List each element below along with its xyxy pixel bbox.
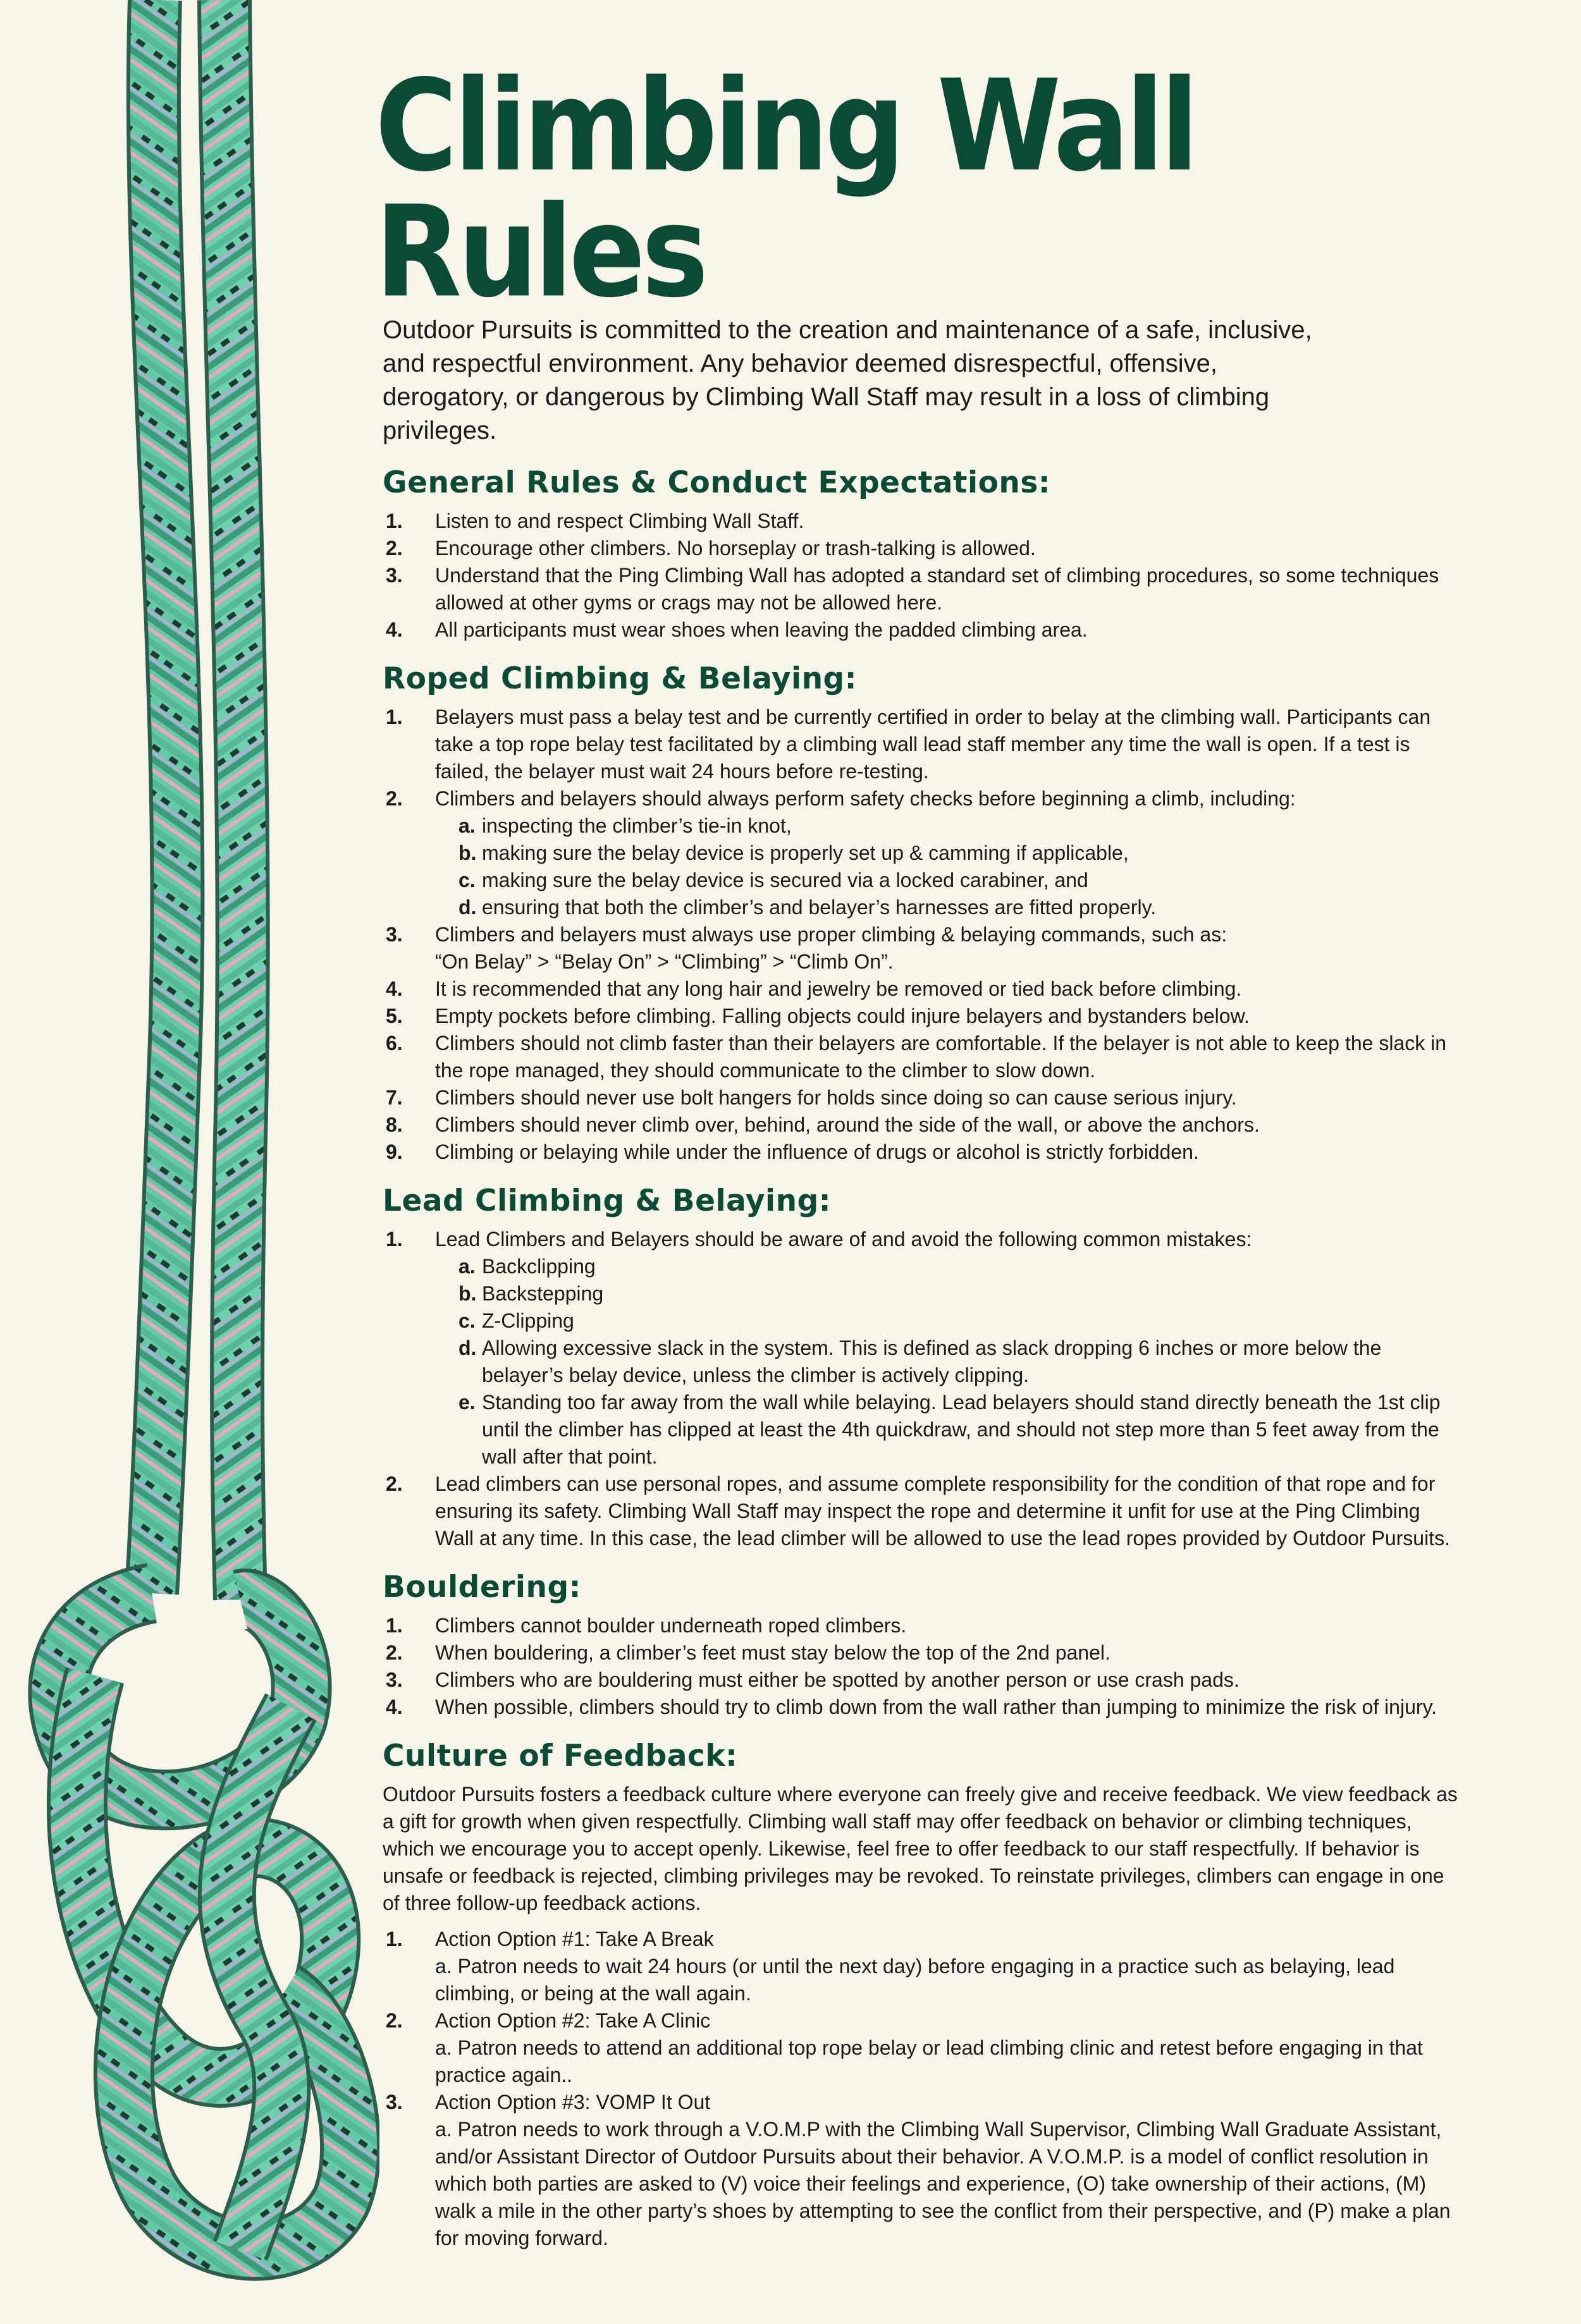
list-item xyxy=(383,1612,1458,1639)
list-item xyxy=(383,1003,1458,1030)
general-rules-heading: General Rules & Conduct Expectations: xyxy=(383,465,1051,500)
sub-item-text: making sure the belay device is properly set up & camming if applicable, xyxy=(482,841,1129,864)
list-item xyxy=(383,1926,1458,2007)
sub-item-text: making sure the belay device is secured via a locked carabiner, and xyxy=(482,869,1088,891)
item-text: Climbers should never climb over, behind, around the side of the wall, or above the anchors. xyxy=(435,1113,1260,1136)
lead-climbing-section xyxy=(383,1183,1458,1552)
option-description: a. Patron needs to work through a V.O.M.P with the Climbing Wall Supervisor, Climbing Wall Graduate Assistant, and/or Assistant Director of Outdoor Pursuits about their behavior. A V.O.M.P. is a model of conflict resolution in which both parties are asked to (V) voice their feelings and experience, (O) take ownership of their actions, (M) walk a mile in the other party’s shoes by attempting to see the conflict from their perspective, and (P) make a plan for moving forward. xyxy=(435,2118,1451,2249)
sub-item-text: Backstepping xyxy=(482,1282,604,1305)
feedback-section xyxy=(383,1739,1458,2252)
item-number: 1. xyxy=(386,1614,403,1637)
list-item xyxy=(383,2007,1458,2089)
item-text: Encourage other climbers. No horseplay or trash-talking is allowed. xyxy=(435,537,1036,560)
sub-item-text: Backclipping xyxy=(482,1255,596,1278)
sub-item-letter: a. xyxy=(458,814,476,837)
item-number: 2. xyxy=(386,537,403,560)
roped-climbing-section xyxy=(383,661,1458,1166)
sub-list-item xyxy=(458,1280,1458,1307)
sub-item-letter: d. xyxy=(458,896,477,919)
sub-item-letter: b. xyxy=(458,1282,477,1305)
item-text: When possible, climbers should try to climb down from the wall rather than jumping to minimize the risk of injury. xyxy=(435,1696,1437,1718)
sub-item-text: Standing too far away from the wall while belaying. Lead belayers should stand directly beneath the 1st clip until the climber has clipped at least the 4th quickdraw, and should not step more than 5 feet away from the wall after that point. xyxy=(482,1391,1441,1468)
item-text: Belayers must pass a belay test and be currently certified in order to belay at the climbing wall. Participants can take a top rope belay test facilitated by a climbing wall lead staff member any time the wall is open. If a test is failed, the belayer must wait 24 hours before re-testing. xyxy=(435,706,1431,783)
rope-knot-illustration xyxy=(0,0,379,2324)
bouldering-rules-list xyxy=(383,1612,1458,1721)
list-item xyxy=(383,1139,1458,1166)
item-number: 5. xyxy=(386,1005,403,1027)
item-text: Understand that the Ping Climbing Wall has adopted a standard set of climbing procedures, so some techniques allowed at other gyms or crags may not be allowed here. xyxy=(435,564,1439,614)
item-number: 2. xyxy=(386,1472,403,1495)
list-item xyxy=(383,1694,1458,1721)
sub-item-letter: e. xyxy=(458,1391,476,1414)
item-number: 3. xyxy=(386,1668,403,1691)
option-description: a. Patron needs to attend an additional top rope belay or lead climbing clinic and retest before engaging in that practice again.. xyxy=(435,2036,1423,2086)
list-item xyxy=(383,704,1458,785)
list-item xyxy=(383,616,1458,644)
sub-item-letter: c. xyxy=(458,869,476,891)
list-item xyxy=(383,535,1458,562)
sub-list-item xyxy=(458,894,1458,921)
list-item xyxy=(383,1084,1458,1111)
general-rules-list xyxy=(383,508,1458,644)
sub-list xyxy=(435,1253,1458,1471)
list-item xyxy=(383,1471,1458,1552)
list-item xyxy=(383,921,1458,975)
item-number: 3. xyxy=(386,923,403,946)
sub-list-item xyxy=(458,1307,1458,1335)
option-description: a. Patron needs to wait 24 hours (or until the next day) before engaging in a practice such as belaying, lead climbing, or being at the wall again. xyxy=(435,1955,1395,2005)
item-text: Action Option #3: VOMP It Out xyxy=(435,2091,711,2113)
sub-list xyxy=(435,812,1458,921)
lead-rules-list xyxy=(383,1226,1458,1552)
intro-paragraph: Outdoor Pursuits is committed to the creation and maintenance of a safe, inclusive, and respectful environment. Any behavior deemed disrespectful, offensive, derogatory, or dangerous by Climbing Wall Staff may result in a loss of climbing privileges. xyxy=(383,316,1312,444)
list-item xyxy=(383,562,1458,616)
item-number: 4. xyxy=(386,1696,403,1718)
sub-list-item xyxy=(458,1253,1458,1280)
item-number: 6. xyxy=(386,1032,403,1055)
list-item xyxy=(383,1639,1458,1667)
feedback-options-list xyxy=(383,1926,1458,2252)
list-item xyxy=(383,1226,1458,1471)
item-text: All participants must wear shoes when leaving the padded climbing area. xyxy=(435,618,1088,641)
sub-list-item xyxy=(458,1389,1458,1471)
roped-climbing-heading: Roped Climbing & Belaying: xyxy=(383,661,857,696)
item-text: Climbers and belayers must always use proper climbing & belaying commands, such as: xyxy=(435,923,1227,946)
item-text: It is recommended that any long hair and jewelry be removed or tied back before climbing. xyxy=(435,977,1242,1000)
sub-list-item xyxy=(458,1335,1458,1389)
item-text: Action Option #1: Take A Break xyxy=(435,1928,714,1950)
lead-climbing-heading: Lead Climbing & Belaying: xyxy=(383,1183,832,1218)
item-text: Listen to and respect Climbing Wall Staff. xyxy=(435,510,804,532)
list-item xyxy=(383,975,1458,1003)
item-text: Climbing or belaying while under the influence of drugs or alcohol is strictly forbidden. xyxy=(435,1141,1199,1163)
item-text: Climbers should not climb faster than their belayers are comfortable. If the belayer is not able to keep the slack in the rope managed, they should communicate to the climber to slow down. xyxy=(435,1032,1447,1082)
bouldering-heading: Bouldering: xyxy=(383,1570,581,1605)
list-item xyxy=(383,1030,1458,1084)
item-text: Climbers who are bouldering must either be spotted by another person or use crash pads. xyxy=(435,1668,1240,1691)
sub-item-text: Allowing excessive slack in the system. This is defined as slack dropping 6 inches or more below the belayer’s belay device, unless the climber is actively clipping. xyxy=(482,1336,1382,1386)
sub-item-letter: b. xyxy=(458,841,477,864)
roped-rules-list xyxy=(383,704,1458,1166)
item-number: 2. xyxy=(386,1641,403,1664)
item-text: Action Option #2: Take A Clinic xyxy=(435,2009,711,2032)
item-number: 3. xyxy=(386,564,403,587)
sub-item-text: ensuring that both the climber’s and belayer’s harnesses are fitted properly. xyxy=(482,896,1157,919)
item-number: 4. xyxy=(386,977,403,1000)
sub-item-letter: c. xyxy=(458,1309,476,1332)
sub-item-text: Z-Clipping xyxy=(482,1309,574,1332)
sub-list-item xyxy=(458,867,1458,894)
item-number: 4. xyxy=(386,618,403,641)
item-text: When bouldering, a climber’s feet must stay below the top of the 2nd panel. xyxy=(435,1641,1110,1664)
item-number: 8. xyxy=(386,1113,403,1136)
item-text: Empty pockets before climbing. Falling objects could injure belayers and bystanders below. xyxy=(435,1005,1250,1027)
item-number: 3. xyxy=(386,2091,403,2113)
item-number: 9. xyxy=(386,1141,403,1163)
list-item xyxy=(383,2089,1458,2252)
sub-item-text: inspecting the climber’s tie-in knot, xyxy=(482,814,792,837)
sub-item-letter: a. xyxy=(458,1255,476,1278)
item-text: Lead Climbers and Belayers should be aware of and avoid the following common mistakes: xyxy=(435,1228,1252,1251)
list-item xyxy=(383,508,1458,535)
item-number: 2. xyxy=(386,2009,403,2032)
commands-text: “On Belay” > “Belay On” > “Climbing” > “Climb On”. xyxy=(435,950,894,973)
bouldering-section xyxy=(383,1570,1458,1721)
item-text: Climbers and belayers should always perform safety checks before beginning a climb, including: xyxy=(435,787,1296,810)
feedback-heading: Culture of Feedback: xyxy=(383,1739,738,1773)
page-title: Climbing Wall Rules xyxy=(375,52,1195,326)
item-number: 7. xyxy=(386,1086,403,1109)
item-number: 2. xyxy=(386,787,403,810)
item-text: Climbers cannot boulder underneath roped climbers. xyxy=(435,1614,907,1637)
list-item xyxy=(383,1111,1458,1139)
item-number: 1. xyxy=(386,1928,403,1950)
list-item xyxy=(383,1667,1458,1694)
list-item xyxy=(383,785,1458,921)
item-number: 1. xyxy=(386,1228,403,1251)
item-number: 1. xyxy=(386,706,403,728)
general-rules-section xyxy=(383,465,1458,644)
item-text: Climbers should never use bolt hangers for holds since doing so can cause serious injury. xyxy=(435,1086,1237,1109)
item-text: Lead climbers can use personal ropes, and assume complete responsibility for the condition of that rope and for ensuring its safety. Climbing Wall Staff may inspect the rope and determine it unfit for use at the Ping Climbing Wall at any time. In this case, the lead climber will be allowed to use the lead ropes provided by Outdoor Pursuits. xyxy=(435,1472,1450,1550)
sub-item-letter: d. xyxy=(458,1336,477,1359)
item-number: 1. xyxy=(386,510,403,532)
feedback-paragraph: Outdoor Pursuits fosters a feedback culture where everyone can freely give and receive feedback. We view feedback as a gift for growth when given respectfully. Climbing wall staff may offer feedback on behavior or climbing techniques, which we encourage you to accept openly. Likewise, feel free to offer feedback to our staff respectfully. If behavior is unsafe or feedback is rejected, climbing privileges may be revoked. To reinstate privileges, climbers can engage in one of three follow-up feedback actions. xyxy=(383,1783,1458,1914)
sub-list-item xyxy=(458,812,1458,840)
sub-list-item xyxy=(458,840,1458,867)
